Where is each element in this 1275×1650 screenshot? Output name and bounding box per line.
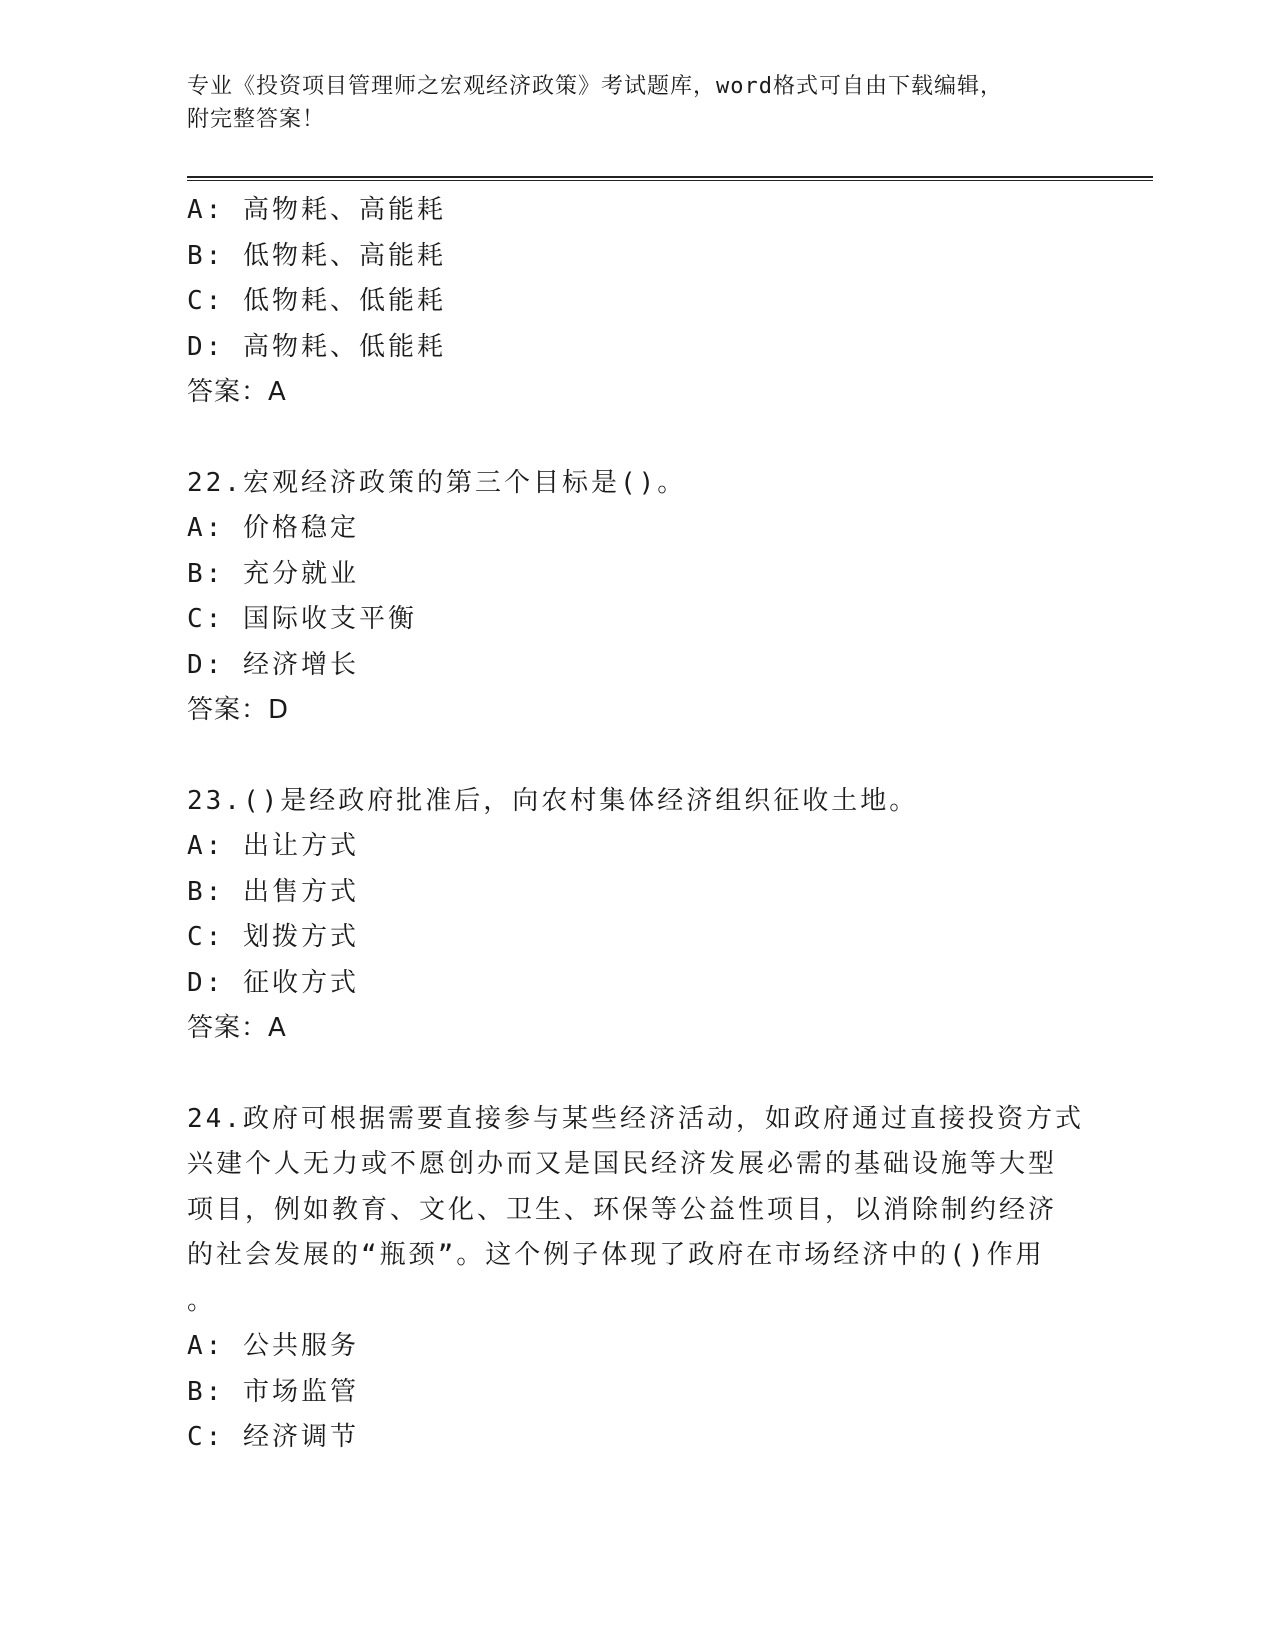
header-line-1: 专业《投资项目管理师之宏观经济政策》考试题库，word格式可自由下载编辑，: [187, 74, 1003, 99]
question-stem: 23.()是经政府批准后，向农村集体经济组织征收土地。: [187, 785, 919, 816]
question-stem-line-4: 的社会发展的“瓶颈”。这个例子体现了政府在市场经济中的()作用: [187, 1240, 1045, 1270]
question-list: [187, 188, 1087, 1461]
answer: 答案：A: [187, 377, 287, 407]
option-a: A: 公共服务: [187, 1331, 359, 1361]
option-c: C: 划拨方式: [187, 922, 359, 952]
option-c: C: 经济调节: [187, 1422, 359, 1452]
question-stem-line-3: 项目，例如教育、文化、卫生、环保等公益性项目，以消除制约经济: [187, 1194, 1058, 1225]
answer: 答案：D: [187, 695, 290, 725]
option-a: A: 价格稳定: [187, 513, 359, 543]
option-a: A: 高物耗、高能耗: [187, 195, 446, 225]
header-divider: [187, 176, 1153, 181]
option-c: C: 低物耗、低能耗: [187, 286, 446, 316]
question-22: [187, 461, 1087, 734]
option-d: D: 高物耗、低能耗: [187, 331, 446, 362]
question-21: [187, 188, 1087, 416]
option-d: D: 征收方式: [187, 967, 359, 998]
option-b: B: 充分就业: [187, 558, 359, 589]
option-b: B: 市场监管: [187, 1376, 359, 1407]
answer: 答案：A: [187, 1013, 287, 1043]
question-stem-line-2: 兴建个人无力或不愿创办而又是国民经济发展必需的基础设施等大型: [187, 1149, 1058, 1179]
option-b: B: 出售方式: [187, 876, 359, 907]
question-stem-line-5: 。: [187, 1285, 217, 1316]
header-line-2: 附完整答案！: [187, 107, 326, 132]
question-stem: 22.宏观经济政策的第三个目标是()。: [187, 467, 687, 498]
question-23: [187, 779, 1087, 1052]
question-24: [187, 1097, 1087, 1461]
question-stem-line-1: 24.政府可根据需要直接参与某些经济活动，如政府通过直接投资方式: [187, 1103, 1084, 1134]
option-b: B: 低物耗、高能耗: [187, 240, 446, 271]
document-header: [187, 70, 1087, 136]
option-a: A: 出让方式: [187, 831, 359, 861]
option-c: C: 国际收支平衡: [187, 604, 417, 634]
option-d: D: 经济增长: [187, 649, 359, 680]
